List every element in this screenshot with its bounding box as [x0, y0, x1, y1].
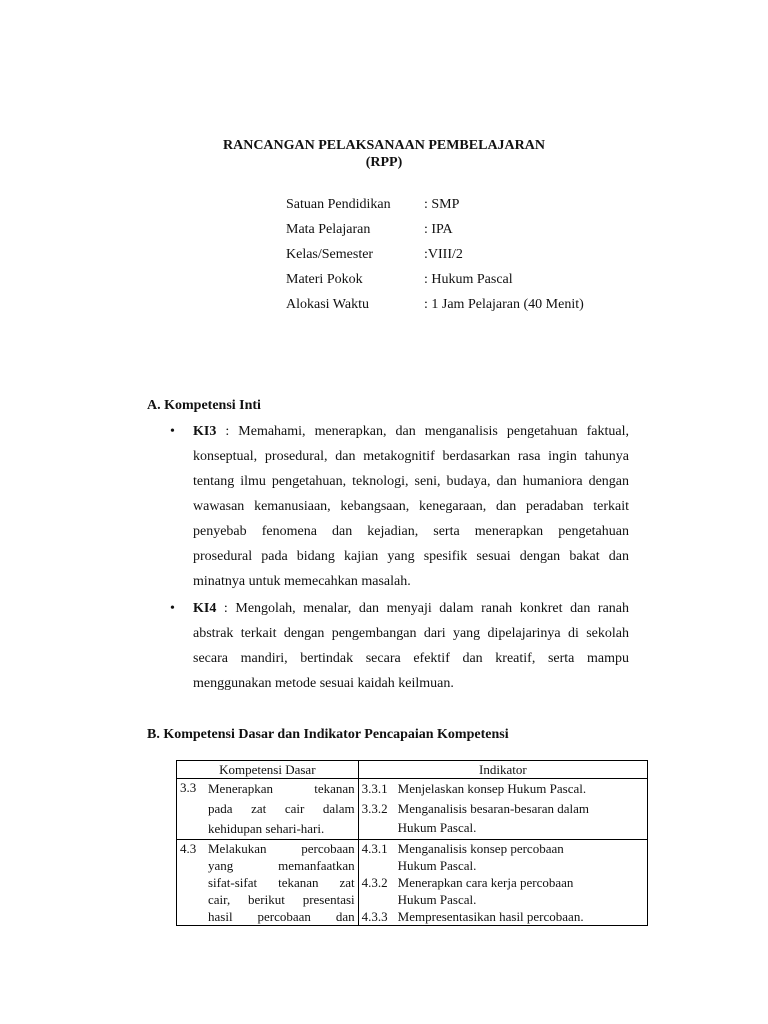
- column-header-kompetensi-dasar: Kompetensi Dasar: [177, 761, 359, 779]
- ki3-label: KI3: [193, 424, 217, 439]
- column-header-indikator: Indikator: [358, 761, 647, 779]
- ki3-line-6: prosedural pada bidang kajian yang spesifik sesuai dengan bakat dan: [193, 549, 629, 564]
- ki3-line-4: wawasan kemanusiaan, kebangsaan, kenegaraan, dan peradaban terkait: [193, 499, 629, 514]
- table-row: [177, 840, 648, 926]
- kd-cell-3-3: [177, 779, 359, 840]
- ki4-line-4: menggunakan metode sesuai kaidah keilmuan.: [193, 676, 454, 691]
- identity-value-materi: : Hukum Pascal: [424, 272, 513, 287]
- ki4-paragraph: [193, 596, 629, 696]
- kd-line: yang memanfaatkan: [208, 858, 355, 873]
- indicator-number: 4.3.2: [361, 875, 388, 890]
- competency-table: [176, 760, 648, 926]
- bullet-ki4: •: [170, 601, 175, 616]
- kd-line: pada zat cair dalam: [208, 801, 355, 816]
- document-subtitle: (RPP): [365, 155, 403, 170]
- indicator-text-continued: Hukum Pascal.: [397, 820, 477, 835]
- ki4-label: KI4: [193, 601, 217, 616]
- ki4-line-1: KI4 : Mengolah, menalar, dan menyaji dalam ranah konkret dan ranah: [193, 601, 629, 616]
- kd-line: Menerapkan tekanan: [208, 781, 355, 796]
- ki3-line-7: minatnya untuk memecahkan masalah.: [193, 574, 411, 589]
- indicator-text: Menganalisis besaran-besaran dalam: [397, 801, 589, 816]
- indicator-text: Mempresentasikan hasil percobaan.: [397, 909, 584, 924]
- identity-value-satuan: : SMP: [424, 197, 460, 212]
- kd-line: cair, berikut presentasi: [208, 892, 355, 907]
- indicator-number: 4.3.1: [361, 841, 388, 856]
- ki4-line-2: abstrak terkait dengan pengembangan dari yang dipelajarinya di sekolah: [193, 626, 629, 641]
- ki3-paragraph: [193, 419, 629, 594]
- identity-label-materi: Materi Pokok: [286, 272, 363, 287]
- section-a-heading: A. Kompetensi Inti: [147, 398, 261, 413]
- identity-label-mapel: Mata Pelajaran: [286, 222, 371, 237]
- ki3-line-3: tentang ilmu pengetahuan, teknologi, seni, budaya, dan humaniora dengan: [193, 474, 629, 489]
- identity-label-satuan: Satuan Pendidikan: [286, 197, 391, 212]
- kd-line: hasil percobaan dan: [208, 909, 355, 924]
- kd-line: sifat-sifat tekanan zat: [208, 875, 355, 890]
- ki3-line-1: KI3 : Memahami, menerapkan, dan menganalisis pengetahuan faktual,: [193, 424, 629, 439]
- identity-value-mapel: : IPA: [424, 222, 453, 237]
- identity-label-alokasi: Alokasi Waktu: [286, 297, 369, 312]
- indicator-text-continued: Hukum Pascal.: [397, 892, 477, 907]
- identity-label-kelas: Kelas/Semester: [286, 247, 374, 262]
- ki3-line-2: konseptual, prosedural, dan metakognitif berdasarkan rasa ingin tahunya: [193, 449, 629, 464]
- indicator-number: 4.3.3: [361, 909, 388, 924]
- indicator-cell-3-3: [358, 779, 647, 840]
- ki3-line-5: penyebab fenomena dan kejadian, serta menerapkan pengetahuan: [193, 524, 629, 539]
- indicator-text-continued: Hukum Pascal.: [397, 858, 477, 873]
- bullet-ki3: •: [170, 424, 175, 439]
- indicator-text: Menganalisis konsep percobaan: [397, 841, 564, 856]
- indicator-text: Menerapkan cara kerja percobaan: [397, 875, 574, 890]
- kd-line: kehidupan sehari-hari.: [208, 821, 325, 836]
- kd-line: Melakukan percobaan: [208, 841, 355, 856]
- kd-cell-4-3: [177, 840, 359, 926]
- identity-value-alokasi: : 1 Jam Pelajaran (40 Menit): [424, 297, 584, 312]
- table-row: [177, 779, 648, 840]
- kd-number: 4.3: [180, 841, 197, 856]
- indicator-text: Menjelaskan konsep Hukum Pascal.: [397, 781, 587, 796]
- table-header-row: [177, 761, 648, 779]
- kd-number: 3.3: [180, 780, 197, 795]
- section-b-heading: B. Kompetensi Dasar dan Indikator Pencapaian Kompetensi: [147, 727, 509, 742]
- indicator-number: 3.3.2: [361, 801, 388, 816]
- indicator-number: 3.3.1: [361, 781, 388, 796]
- document-title: RANCANGAN PELAKSANAAN PEMBELAJARAN: [222, 138, 545, 153]
- ki4-line-3: secara mandiri, bertindak secara efektif dan kreatif, serta mampu: [193, 651, 629, 666]
- identity-value-kelas: :VIII/2: [424, 247, 463, 262]
- indicator-cell-4-3: [358, 840, 647, 926]
